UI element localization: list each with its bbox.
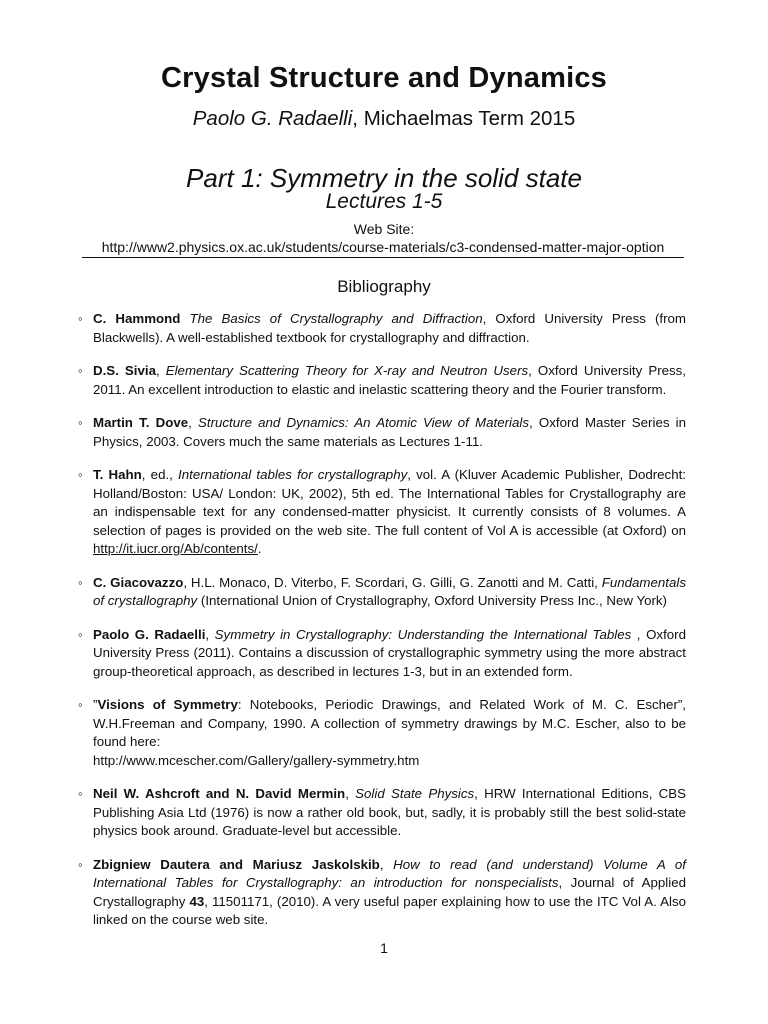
bibliography-heading: Bibliography: [337, 277, 431, 296]
reference-author: Visions of Symmetry: [97, 697, 238, 712]
reference-author: T. Hahn: [93, 467, 142, 482]
reference-author: C. Giacovazzo: [93, 574, 184, 590]
reference-title: Symmetry in Crystallography: Understanding the International Tables: [214, 626, 632, 642]
reference-item: [80, 310, 686, 347]
reference-details: , Oxford University Press (2011). Contains a discussion of crystallographic symmetry using the more abstract group-theoretical approach, as described in lectures 1-3, but in an extended form.: [93, 626, 686, 679]
reference-item: [80, 785, 686, 841]
bullet-icon: ◦: [78, 626, 83, 642]
bullet-icon: ◦: [78, 415, 83, 430]
reference-title: Solid State Physics: [355, 786, 475, 801]
reference-details: , HRW International Editions, CBS Publishing Asia Ltd (1976) is now a rather old book, but, sadly, it is probably still the best solid-state physics book around. Graduate-level but accessible.: [93, 786, 687, 838]
lectures-subheading: Lectures 1-5: [325, 190, 443, 213]
reference-separator: ,: [205, 626, 215, 642]
reference-item: [80, 362, 686, 399]
reference-details: , Journal of Applied Crystallography: [93, 875, 686, 909]
bullet-icon: ◦: [78, 697, 83, 712]
reference-title: Elementary Scattering Theory for X-ray and Neutron Users: [165, 363, 529, 378]
reference-details: , Oxford University Press, 2011. An excellent introduction to elastic and inelastic scattering theory and the Fourier transform.: [93, 363, 687, 397]
reference-separator: ,: [379, 856, 394, 872]
bullet-icon: ◦: [78, 856, 83, 872]
reference-title: International tables for crystallography: [178, 467, 408, 482]
reference-item: [80, 696, 686, 770]
reference-author: Neil W. Ashcroft and N. David Mermin: [93, 786, 346, 801]
reference-separator: ,: [345, 786, 356, 801]
website-label: Web Site:: [353, 221, 415, 237]
reference-title: Structure and Dynamics: An Atomic View of Materials: [198, 415, 530, 430]
reference-author: Paolo G. Radaelli: [93, 626, 206, 642]
reference-link[interactable]: http://www.mcescher.com/Gallery/gallery-symmetry.htm: [93, 752, 420, 768]
bullet-icon: ◦: [78, 311, 83, 326]
reference-author: C. Hammond: [93, 311, 181, 326]
reference-title: The Basics of Crystallography and Diffraction: [189, 311, 483, 326]
reference-details: , Oxford University Press (from Blackwells). A well-established textbook for crystallography and diffraction.: [93, 311, 686, 345]
reference-item: [80, 626, 686, 682]
reference-author: D.S. Sivia: [93, 363, 156, 378]
author-name: Paolo G. Radaelli: [192, 107, 353, 130]
reference-title: How to read (and understand) Volume A of International Tables for Crystallography: an introduction for nonspecialists: [93, 856, 686, 890]
bullet-icon: ◦: [78, 363, 83, 378]
reference-after: , 11501171, (2010). A very useful paper explaining how to use the ITC Vol A. Also linked on the course web site.: [93, 893, 686, 927]
bullet-icon: ◦: [78, 574, 83, 590]
reference-details: : Notebooks, Periodic Drawings, and Related Work of M. C. Escher”, W.H.Freeman and Company, 1990. A collection of symmetry drawings by M.C. Escher, also to be found here:: [93, 697, 686, 749]
reference-after: .: [257, 541, 262, 556]
document-title: Crystal Structure and Dynamics: [161, 62, 607, 94]
author-line: [0, 107, 768, 131]
term: , Michaelmas Term 2015: [352, 107, 576, 130]
reference-separator: ,: [155, 363, 166, 378]
part-heading: Part 1: Symmetry in the solid state: [186, 163, 582, 193]
reference-separator: , ed.,: [141, 467, 179, 482]
reference-link[interactable]: http://it.iucr.org/Ab/contents/: [93, 541, 258, 556]
reference-item: [80, 856, 686, 930]
reference-separator: , H.L. Monaco, D. Viterbo, F. Scordari, G. Gilli, G. Zanotti and M. Catti,: [183, 574, 602, 590]
bullet-icon: ◦: [78, 467, 83, 482]
reference-author: Martin T. Dove: [93, 415, 189, 430]
reference-prefix: ”: [93, 697, 98, 712]
reference-details: , Oxford Master Series in Physics, 2003. Covers much the same materials as Lectures 1-11.: [93, 415, 687, 449]
reference-author: Zbigniew Dautera and Mariusz Jaskolskib: [93, 856, 380, 872]
page-number: 1: [380, 940, 388, 956]
reference-volume: 43: [189, 893, 205, 909]
reference-title: Fundamentals of crystallography: [93, 574, 686, 608]
reference-item: [80, 574, 686, 611]
bibliography-list: [80, 310, 686, 945]
reference-details: , vol. A (Kluver Academic Publisher, Dodrecht: Holland/Boston: USA/ London: UK, 2002), 5th ed. The International Tables for Crystallography are an indispensable text for any condensed-matter physicist. It currently consists of 8 volumes. A selection of pages is provided on the web site. The full content of Vol A is accessible (at Oxford) on: [93, 467, 686, 538]
website-link[interactable]: http://www2.physics.ox.ac.uk/students/course-materials/c3-condensed-matter-major-option: [82, 239, 684, 258]
reference-item: [80, 466, 686, 559]
reference-details: (International Union of Crystallography, Oxford University Press Inc., New York): [197, 593, 667, 608]
reference-item: [80, 414, 686, 451]
bullet-icon: ◦: [78, 786, 83, 801]
reference-separator: ,: [188, 415, 199, 430]
